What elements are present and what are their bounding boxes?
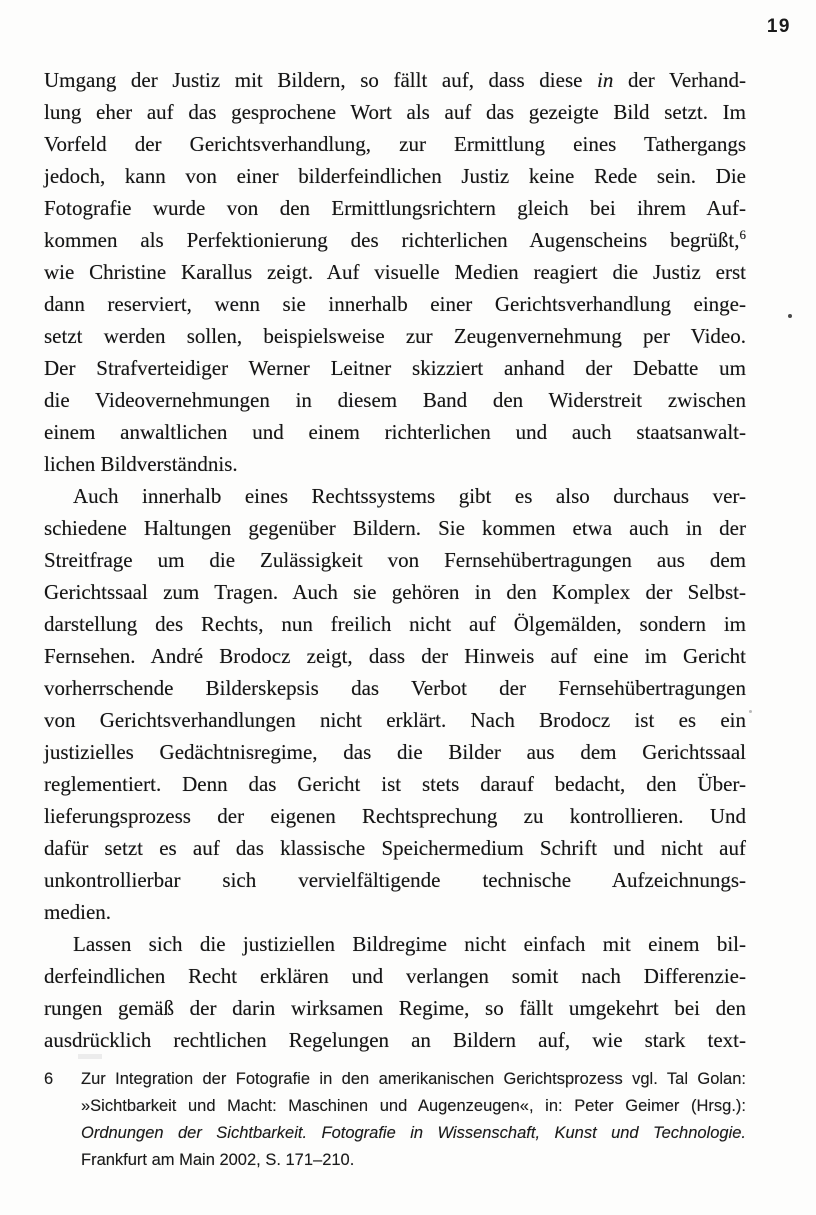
body-line <box>44 608 746 640</box>
body-line <box>44 768 746 800</box>
text-segment: wie Christine Karallus zeigt. Auf visuelle Medien reagiert die Justiz erst <box>44 260 746 284</box>
footnote-line <box>81 1147 746 1174</box>
body-line <box>44 96 746 128</box>
text-segment: Vorfeld der Gerichtsverhandlung, zur Ermittlung eines Tathergangs <box>44 132 746 156</box>
text-segment: darstellung des Rechts, nun freilich nicht auf Ölgemälden, sondern im <box>44 612 746 636</box>
body-line <box>44 128 746 160</box>
text-segment: in <box>597 68 614 92</box>
text-segment: die Videovernehmungen in diesem Band den Widerstreit zwischen <box>44 388 746 412</box>
text-segment: »Sichtbarkeit und Macht: Maschinen und Augenzeugen«, in: Peter Geimer (Hrsg.): <box>81 1097 746 1115</box>
text-segment: Umgang der Justiz mit Bildern, so fällt auf, dass diese <box>44 68 598 92</box>
text-segment: Auch innerhalb eines Rechtssystems gibt es also durchaus ver- <box>73 484 746 508</box>
text-segment: Streitfrage um die Zulässigkeit von Fernsehübertragungen aus dem <box>44 548 746 572</box>
text-segment: medien. <box>44 900 112 924</box>
body-line <box>44 480 746 512</box>
text-segment: schiedene Haltungen gegenüber Bildern. Sie kommen etwa auch in der <box>44 516 746 540</box>
body-line <box>44 160 746 192</box>
text-segment: Gerichtssaal zum Tragen. Auch sie gehören in den Komplex der Selbst- <box>44 580 746 604</box>
text-segment: dafür setzt es auf das klassische Speichermedium Schrift und nicht auf <box>44 836 746 860</box>
text-segment: vorherrschende Bilderskepsis das Verbot der Fernsehübertragungen <box>44 676 746 700</box>
body-line <box>44 992 746 1024</box>
text-segment: justizielles Gedächtnisregime, das die Bilder aus dem Gerichtssaal <box>44 740 746 764</box>
text-segment: Frankfurt am Main 2002, S. 171–210. <box>81 1151 355 1169</box>
footnote-text <box>81 1066 746 1174</box>
body-line <box>44 576 746 608</box>
text-segment: kommen als Perfektionierung des richterlichen Augenscheins begrüßt, <box>44 228 740 252</box>
text-segment: von Gerichtsverhandlungen nicht erklärt. Nach Brodocz ist es ein <box>44 708 746 732</box>
body-line <box>44 672 746 704</box>
body-line <box>44 928 746 960</box>
scan-smudge-artifact <box>78 1054 102 1059</box>
text-segment: Fernsehen. André Brodocz zeigt, dass der Hinweis auf eine im Gericht <box>44 644 746 668</box>
body-line <box>44 512 746 544</box>
body-line <box>44 832 746 864</box>
footnote-line <box>81 1120 746 1147</box>
text-segment: der Verhand- <box>613 68 746 92</box>
scan-speck-artifact <box>749 710 752 713</box>
body-line <box>44 448 746 480</box>
text-segment: jedoch, kann von einer bilderfeindlichen Justiz keine Rede sein. Die <box>44 164 746 188</box>
body-line <box>44 224 746 256</box>
text-segment: Zur Integration der Fotografie in den amerikanischen Gerichtsprozess vgl. Tal Golan: <box>81 1070 746 1088</box>
body-line <box>44 640 746 672</box>
text-segment: lieferungsprozess der eigenen Rechtsprechung zu kontrollieren. Und <box>44 804 746 828</box>
body-line <box>44 896 746 928</box>
text-segment: Lassen sich die justiziellen Bildregime nicht einfach mit einem bil- <box>73 932 746 956</box>
body-line <box>44 416 746 448</box>
body-line <box>44 736 746 768</box>
body-line <box>44 352 746 384</box>
text-segment: rungen gemäß der darin wirksamen Regime, so fällt umgekehrt bei den <box>44 996 746 1020</box>
text-segment: ausdrücklich rechtlichen Regelungen an Bildern auf, wie stark text- <box>44 1028 746 1052</box>
body-line <box>44 800 746 832</box>
body-line <box>44 544 746 576</box>
text-segment: einem anwaltlichen und einem richterlichen und auch staatsanwalt- <box>44 420 746 444</box>
text-segment: reglementiert. Denn das Gericht ist stets darauf bedacht, den Über- <box>44 772 746 796</box>
body-text-block <box>44 64 746 1056</box>
body-line <box>44 864 746 896</box>
footnote-line <box>81 1066 746 1093</box>
body-line <box>44 384 746 416</box>
text-segment: lichen Bildverständnis. <box>44 452 238 476</box>
body-line <box>44 960 746 992</box>
body-line <box>44 288 746 320</box>
footnote-reference: 6 <box>739 227 746 242</box>
footnote-block <box>44 1066 746 1174</box>
text-segment: derfeindlichen Recht erklären und verlangen somit nach Differenzie- <box>44 964 746 988</box>
body-line <box>44 704 746 736</box>
page-number: 19 <box>766 16 791 37</box>
body-line <box>44 64 746 96</box>
body-line <box>44 1024 746 1056</box>
text-segment: Fotografie wurde von den Ermittlungsrichtern gleich bei ihrem Auf- <box>44 196 746 220</box>
text-segment: dann reserviert, wenn sie innerhalb einer Gerichtsverhandlung einge- <box>44 292 746 316</box>
body-line <box>44 192 746 224</box>
footnote-line <box>81 1093 746 1120</box>
text-segment: Der Strafverteidiger Werner Leitner skizziert anhand der Debatte um <box>44 356 746 380</box>
text-segment: Ordnungen der Sichtbarkeit. Fotografie in Wissenschaft, Kunst und Technologie. <box>81 1124 746 1142</box>
body-line <box>44 256 746 288</box>
text-segment: setzt werden sollen, beispielsweise zur Zeugenvernehmung per Video. <box>44 324 746 348</box>
text-segment: unkontrollierbar sich vervielfältigende technische Aufzeichnungs- <box>44 868 746 892</box>
body-line <box>44 320 746 352</box>
scan-speck-artifact <box>788 314 792 318</box>
footnote-marker: 6 <box>44 1070 54 1088</box>
text-segment: lung eher auf das gesprochene Wort als auf das gezeigte Bild setzt. Im <box>44 100 746 124</box>
